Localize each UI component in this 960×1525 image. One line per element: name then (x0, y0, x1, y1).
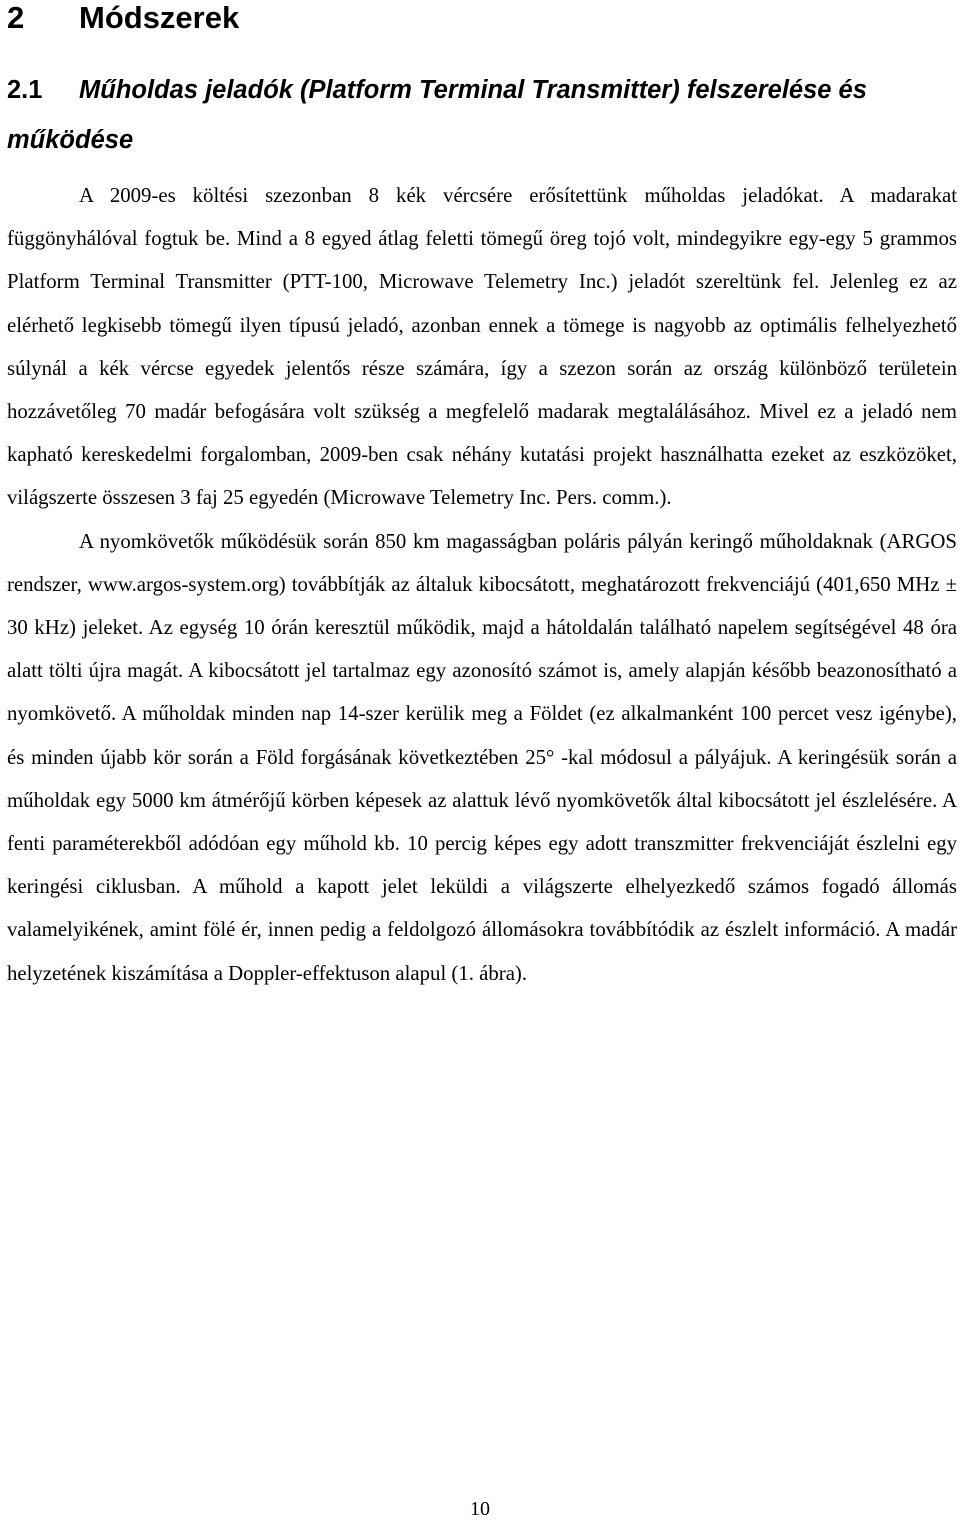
chapter-title: Módszerek (79, 0, 240, 35)
paragraph: A 2009-es költési szezonban 8 kék vércsére erősítettünk műholdas jeladókat. A madarakat függönyhálóval fogtuk be. Mind a 8 egyed átlag feletti tömegű öreg tojó volt, mindegyikre egy-egy 5 grammos Platform Terminal Transmitter (PTT-100, Microwave Telemetry Inc.) jeladót szereltünk fel. Jelenleg ez az elérhető legkisebb tömegű ilyen típusú jeladó, azonban ennek a tömege is nagyobb az optimális felhelyezhető súlynál a kék vércse egyedek jelentős része számára, így a szezon során az ország különböző területein hozzávetőleg 70 madár befogására volt szükség a megfelelő madarak megtalálásához. Mivel ez a jeladó nem kapható kereskedelmi forgalomban, 2009-ben csak néhány kutatási projekt használhatta ezeket az eszközöket, világszerte összesen 3 faj 25 egyedén (Microwave Telemetry Inc. Pers. comm.). (7, 184, 957, 510)
chapter-number: 2 (7, 0, 25, 35)
section-heading (7, 65, 957, 165)
body-text (7, 174, 957, 995)
section-title: Műholdas jeladók (Platform Terminal Transmitter) felszerelése és működése (7, 76, 867, 154)
document-page (7, 0, 957, 995)
paragraph: A nyomkövetők működésük során 850 km magasságban poláris pályán keringő műholdaknak (ARGOS rendszer, www.argos-system.org) továbbítják az általuk kibocsátott, meghatározott frekvenciájú (401,650 MHz ± 30 kHz) jeleket. Az egység 10 órán keresztül működik, majd a hátoldalán található napelem segítségével 48 óra alatt tölti újra magát. A kibocsátott jel tartalmaz egy azonosító számot is, amely alapján később beazonosítható a nyomkövető. A műholdak minden nap 14-szer kerülik meg a Földet (ez alkalmanként 100 percet vesz igénybe), és minden újabb kör során a Föld forgásának következtében 25° -kal módosul a pályájuk. A keringésük során a műholdak egy 5000 km átmérőjű körben képesek az alattuk lévő nyomkövetők által kibocsátott jel észlelésére. A fenti paraméterekből adódóan egy műhold kb. 10 percig képes egy adott transzmitter frekvenciáját észlelni egy keringési ciklusban. A műhold a kapott jelet leküldi a világszerte elhelyezkedő számos fogadó állomás valamelyikének, amint fölé ér, innen pedig a feldolgozó állomásokra továbbítódik az észlelt információ. A madár helyzetének kiszámítása a Doppler-effektuson alapul (1. ábra). (7, 529, 957, 985)
section-number: 2.1 (7, 76, 43, 104)
page-number: 10 (470, 1498, 490, 1520)
chapter-heading (7, 0, 957, 36)
